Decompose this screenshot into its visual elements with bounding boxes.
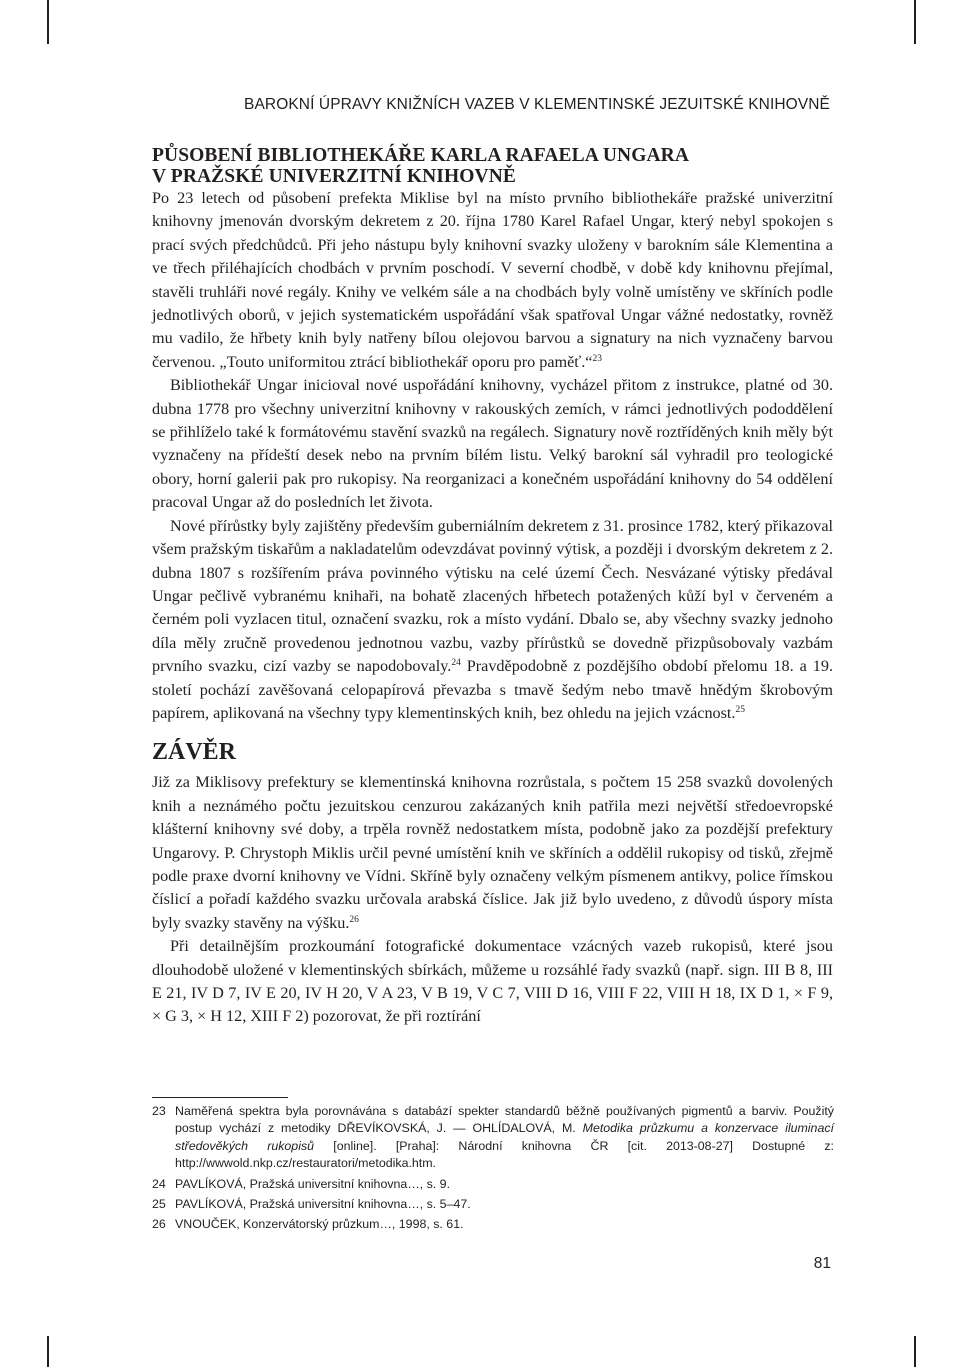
footnote-cited-title: Metodika průzkumu a konzervace iluminací středověkých rukopisů [175,1121,834,1153]
paragraph-4 [152,771,833,935]
footnote-number: 24 [152,1176,166,1191]
footnote-text-part: [online]. [Praha]: Národní knihovna ČR [cit. 2013-08-27] Dostupné z: http://wwwold.nkp.cz/restauratori/metodika.htm. [175,1138,834,1171]
footnote-23 [152,1103,834,1173]
paragraph-1-text: Po 23 letech od působení prefekta Miklise byl na místo prvního bibliothekáře pražské univerzitní knihovny jmenován dvorským dekretem z 20. října 1780 Karel Rafael Ungar, který nebyl spokojen s prací svých předchůdců. Při jeho nástupu byly knihovní svazky uloženy v barokním sále Klementina a ve třech přiléhajících chodbách v prvním poschodí. V severní chodbě, v době kdy knihovnu přejímal, stavěli truhláři nové regály. Knihy ve velkém sále a na chodbách byly volně umístěny ve skříních podle jednotlivých oborů, v jejich systematickém uspořádání však spatřoval Ungar vážné nedostatky, rovněž mu vadilo, že hřbety knih byly natřeny bílou olejovou barvou a signatury na nich vyznačeny barvou červenou. „Touto uniformitou ztrácí bibliothekář oporu pro paměť.“ [152,189,833,371]
paragraph-4-text: Již za Miklisovy prefektury se klementinská knihovna rozrůstala, s počtem 15 258 svazků dovolených knih a neznámého počtu jezuitskou cenzurou zakázaných knih patřila mezi největší středoevropské klášterní knihovny své doby, a trpěla rovněž nedostatkem místa, podobně jako za pozdější prefektury Ungarovy. P. Chrystoph Miklis určil pevné umístění knih ve skříních a oddělil rukopisy od tisků, zřejmě podle praxe dvorní knihovny ve Vídni. Skříně byly označeny velkým písmenem antikvy, police římskou číslicí a pořadí každého svazku určovala arabská číslice. Jak již bylo uvedeno, z důvodů úspory místa byly svazky stavěny na výšku. [152,773,833,932]
footnote-text: VNOUČEK, Konzervátorský průzkum…, 1998, s. 61. [175,1217,464,1232]
section-title-line-2: V PRAŽSKÉ UNIVERZITNÍ KNIHOVNĚ [152,166,516,187]
footnote-number: 25 [152,1197,166,1212]
paragraph-2: Bibliothekář Ungar inicioval nové uspořádání knihovny, vycházel přitom z instrukce, platné od 30. dubna 1778 pro všechny univerzitní knihovny v rakouských zemích, v rámci jednotlivých pododdělení se přihlíželo také k formátovému stavění svazků na regálech. Signatury nově roztříděných knih měly být vyznačeny na přídeští desek nebo na prvním bílém listu. Velký barokní sál vyhradil pro teologické obory, horní galerii pak pro rukopisy. Na reorganizaci a konečném uspořádání knihovny do 54 oddělení pracoval Ungar až do posledních let života. [152,376,833,512]
paragraph-5: Při detailnějším prozkoumání fotografické dokumentace vzácných vazeb rukopisů, které jsou dlouhodobě uložené v klementinských sbírkách, můžeme u rozsáhlé řady svazků (např. sign. III B 8, III E 21, IV D 7, IV E 20, IV H 20, V A 23, V B 19, V C 7, VIII D 16, VIII F 22, VIII H 18, IX D 1, × F 9, × G 3, × H 12, XIII F 2) pozorovat, že při roztírání [152,937,833,1026]
crop-mark-bottom-right [914,1336,916,1367]
section-title-ungar [152,145,833,187]
footnote-25 [152,1196,834,1213]
footnote-26 [152,1216,834,1233]
section-title-line-1: PŮSOBENÍ BIBLIOTHEKÁŘE KARLA RAFAELA UNGARA [152,145,690,166]
footnote-ref-26[interactable]: 26 [349,914,359,925]
crop-mark-top-left [47,0,49,44]
paragraph-1 [152,187,833,374]
footnote-ref-23[interactable]: 23 [592,353,602,364]
footnote-text: PAVLÍKOVÁ, Pražská universitní knihovna…, s. 5–47. [175,1197,471,1212]
footnote-divider [152,1097,288,1098]
main-text [152,145,833,1029]
footnote-ref-25[interactable]: 25 [735,704,745,715]
crop-mark-bottom-left [47,1336,49,1367]
footnote-number: 23 [152,1104,166,1118]
footnotes [152,1103,834,1237]
paragraph-3-text-b: Pravděpodobně z pozdějšího období přelomu 18. a 19. století pochází zavěšovaná celopapírová převazba s tmavě šedým nebo tmavě hnědým škrobovým papírem, aplikovaná na všechny typy klementinských knih, bez ohledu na jejich vzácnost. [152,657,833,722]
footnote-text-part: Naměřená spektra byla porovnávána s databází spekter standardů běžně používaných pigmentů a barviv. Použitý postup vychází z metodiky DŘEVÍKOVSKÁ, J. — OHLÍDALOVÁ, M. [175,1104,834,1136]
crop-mark-top-right [914,0,916,44]
footnote-ref-24[interactable]: 24 [451,658,461,669]
paragraph-3 [152,515,833,726]
footnote-number: 26 [152,1217,166,1232]
running-head: BAROKNÍ ÚPRAVY KNIŽNÍCH VAZEB V KLEMENTINSKÉ JEZUITSKÉ KNIHOVNĚ [244,96,830,113]
footnote-text [175,1103,834,1173]
footnote-24 [152,1176,834,1193]
paragraph-3-text-a: Nové přírůstky byly zajištěny především guberniálním dekretem z 31. prosince 1782, který přikazoval všem pražským tiskařům a nakladatelům odevzdávat povinný výtisk, a později i dvorským dekretem z 2. dubna 1807 s rozšířením práva povinného výtisku na celé území Čech. Nesvázané výtisky předával Ungar pečlivě vybranému knihaři, na bohatě zlacených hřbetech potažených kůží byl v červeném a černém poli vyzlacen titul, označení svazku, rok a místo vydání. Dbalo se, aby všechny svazky jednoho díla měly zručně provedenou jednotnou vazbu, vazby přírůstků se dovedně přizpůsobovaly vazbám prvního svazku, cizí vazby se napodobovaly. [152,516,833,676]
page-number: 81 [813,1255,831,1272]
footnote-text: PAVLÍKOVÁ, Pražská universitní knihovna…, s. 9. [175,1176,451,1191]
section-title-zaver: ZÁVĚR [152,739,237,766]
